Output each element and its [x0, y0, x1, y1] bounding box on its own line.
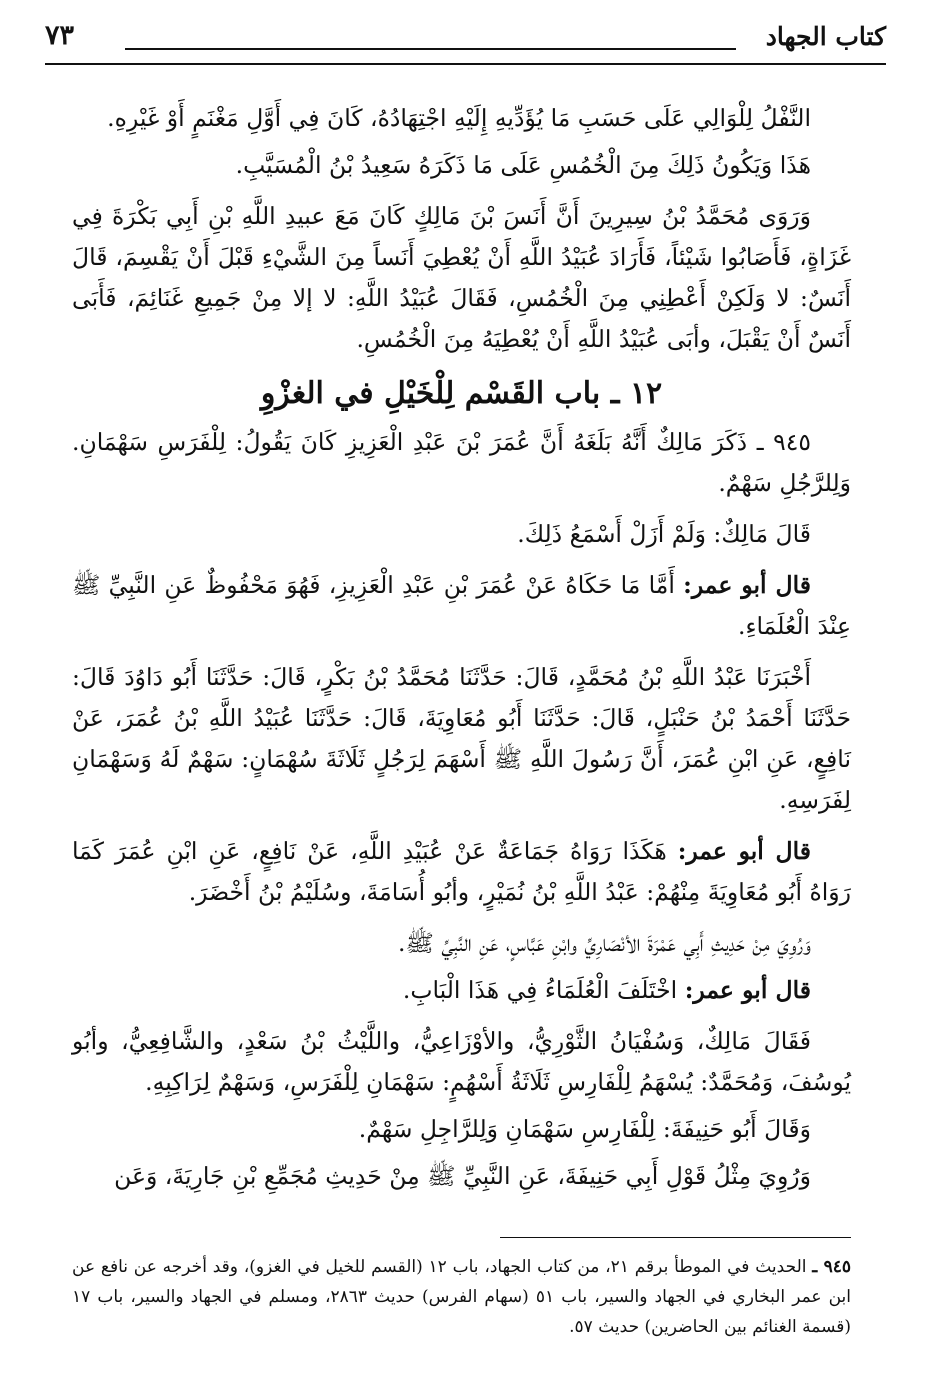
paragraph	[72, 831, 851, 913]
speaker-label: قال أبو عمر:	[683, 571, 811, 599]
header-divider	[45, 63, 886, 65]
footnote	[72, 1252, 851, 1342]
footnote-number: ٩٤٥ ـ	[812, 1257, 851, 1277]
speaker-label: قال أبو عمر:	[677, 837, 811, 865]
paragraph: النَّفْلُ لِلْوَالِي عَلَى حَسَبِ مَا يُؤَدِّيهِ إِلَيْهِ اجْتِهَادُهُ، كَانَ فِي أَوَّلِ مَغْنَمٍ أَوْ غَيْرِهِ.	[107, 104, 811, 132]
chapter-heading: ١٢ ـ باب القَسْم لِلْخَيْلِ في الغزْوِ	[260, 376, 663, 411]
isnad-paragraph: أَخْبَرَنَا عَبْدُ اللَّهِ بْنُ مُحَمَّدٍ، قَالَ: حَدَّثَنَا مُحَمَّدُ بْنُ بَكْرٍ، قَالَ: حَدَّثَنَا أَبُو دَاوُدَ قَالَ: حَدَّثَنَا أَحْمَدُ بْنُ حَنْبَلٍ، قَالَ: حَدَّثَنَا أَبُو مُعَاوِيَةَ، قَالَ: حَدَّثَنَا عُبَيْدُ اللَّهِ بْنُ عُمَرَ، عَنْ نَافِعٍ، عَنِ ابْنِ عُمَرَ، أَنَّ رَسُولَ اللَّهِ ﷺ أَسْهَمَ لِرَجُلٍ ثَلَاثَةَ سُهْمَانٍ: سَهْمٌ لَهُ وَسَهْمَانِ لِفَرَسِهِ.	[72, 663, 851, 814]
running-title: كتاب الجهاد	[765, 22, 886, 51]
page-header	[45, 14, 886, 62]
paragraph-text: اخْتَلَفَ الْعُلَمَاءُ فِي هَذَا الْبَابِ.	[402, 976, 678, 1004]
paragraph	[72, 565, 851, 647]
paragraph-text: أَمَّا مَا حَكَاهُ عَنْ عُمَرَ بْنِ عَبْدِ الْعَزِيزِ، فَهُوَ مَحْفُوظٌ عَنِ النَّبِيِّ ﷺ عِنْدَ الْعُلَمَاءِ.	[72, 571, 851, 640]
page-number: ٧٣	[45, 20, 75, 51]
paragraph: وَرُوِيَ مِثْلُ قَوْلِ أَبِي حَنِيفَةَ، عَنِ النَّبِيِّ ﷺ مِنْ حَدِيثِ مُجَمِّعِ بْنِ جَارِيَةَ، وَعَن	[114, 1162, 811, 1190]
paragraph: هَذَا وَيَكُونُ ذَلِكَ مِنَ الْخُمُسِ عَلَى مَا ذَكَرَهُ سَعِيدُ بْنُ الْمُسَيَّبِ.	[235, 151, 811, 179]
paragraph	[72, 970, 851, 1011]
footnote-text: الحديث في الموطأ برقم ٢١، من كتاب الجهاد، باب ١٢ (القسم للخيل في الغزو)، وقد أخرجه عن نافع عن ابن عمر البخاري في الجهاد والسير، باب ٥١ (سهام الفرس) حديث ٢٨٦٣، ومسلم في الجهاد والسير، باب ١٧ (قسمة الغنائم بين الحاضرين) حديث ٥٧.	[72, 1257, 852, 1337]
paragraph: فَقَالَ مَالِكٌ، وَسُفْيَانُ الثَّوْرِيُّ، والأوْزَاعِيُّ، واللَّيْثُ بْنُ سَعْدٍ، والشَّافِعِيُّ، وأبُو يُوسُفَ، وَمُحَمَّدٌ: يُسْهَمُ لِلْفَارِسِ ثَلَاثَةُ أَسْهُمٍ: سَهْمَانِ لِلْفَرَسِ، وَسَهْمٌ لِرَاكِبِهِ.	[72, 1027, 851, 1096]
speaker-label: قال أبو عمر:	[684, 976, 811, 1004]
paragraph: وَرَوَى مُحَمَّدُ بْنُ سِيرِينَ أَنَّ أَنَسَ بْنَ مَالِكٍ كَانَ مَعَ عبيدِ اللَّهِ بْنِ أَبِي بَكْرَةَ فِي غَزَاةٍ، فَأَصَابُوا شَيْئاً، فَأَرَادَ عُبَيْدُ اللَّهِ أَنْ يُعْطِيَ أَنَساً مِنَ الشَّيْءِ قَبْلَ أَنْ يَقْسِمَ، قَالَ أَنَسٌ: لا وَلَكِنْ أَعْطِنِي مِنَ الْخُمُسِ، فَقَالَ عُبَيْدُ اللَّهِ: لا إلا مِنْ جَمِيعِ غَنَائِمَ، فَأَبَى أَنَسٌ أَنْ يَقْبَلَ، وأبَى عُبَيْدُ اللَّهِ أَنْ يُعْطِيَهُ مِنَ الْخُمُسِ.	[72, 202, 851, 353]
paragraph: قَالَ مَالِكٌ: وَلَمْ أَزَلْ أَسْمَعُ ذَلِكَ.	[517, 520, 811, 548]
hadith-paragraph: ٩٤٥ ـ ذَكَرَ مَالِكٌ أَنَّهُ بَلَغَهُ أَنَّ عُمَرَ بْنَ عَبْدِ الْعَزِيزِ كَانَ يَقُولُ: لِلْفَرَسِ سَهْمَانِ. وَلِلرَّجُلِ سَهْمٌ.	[72, 428, 851, 497]
paragraph: وَقَالَ أَبُو حَنِيفَةَ: لِلْفَارِسِ سَهْمَانِ وَلِلرَّاجِلِ سَهْمٌ.	[358, 1115, 811, 1143]
footnote-rule	[500, 1237, 851, 1238]
paragraph: وَرُوِيَ مِنْ حَدِيثِ أَبِي عَمْرَةَ الأنْصَارِيِّ وابْنِ عَبَّاسٍ، عَنِ النَّبِيِّ ﷺ.	[398, 929, 811, 957]
header-rule	[125, 48, 736, 50]
main-text	[72, 98, 851, 1207]
paragraph-text: هَكَذَا رَوَاهُ جَمَاعَةٌ عَنْ عُبَيْدِ اللَّهِ، عَنْ نَافِعٍ، عَنِ ابْنِ عُمَرَ كَمَا رَوَاهُ أَبُو مُعَاوِيَةَ مِنْهُمْ: عَبْدُ اللَّهِ بْنُ نُمَيْرٍ، وأبُو أُسَامَةَ، وسُلَيْمُ بْنُ أَخْضَرَ.	[72, 837, 851, 906]
